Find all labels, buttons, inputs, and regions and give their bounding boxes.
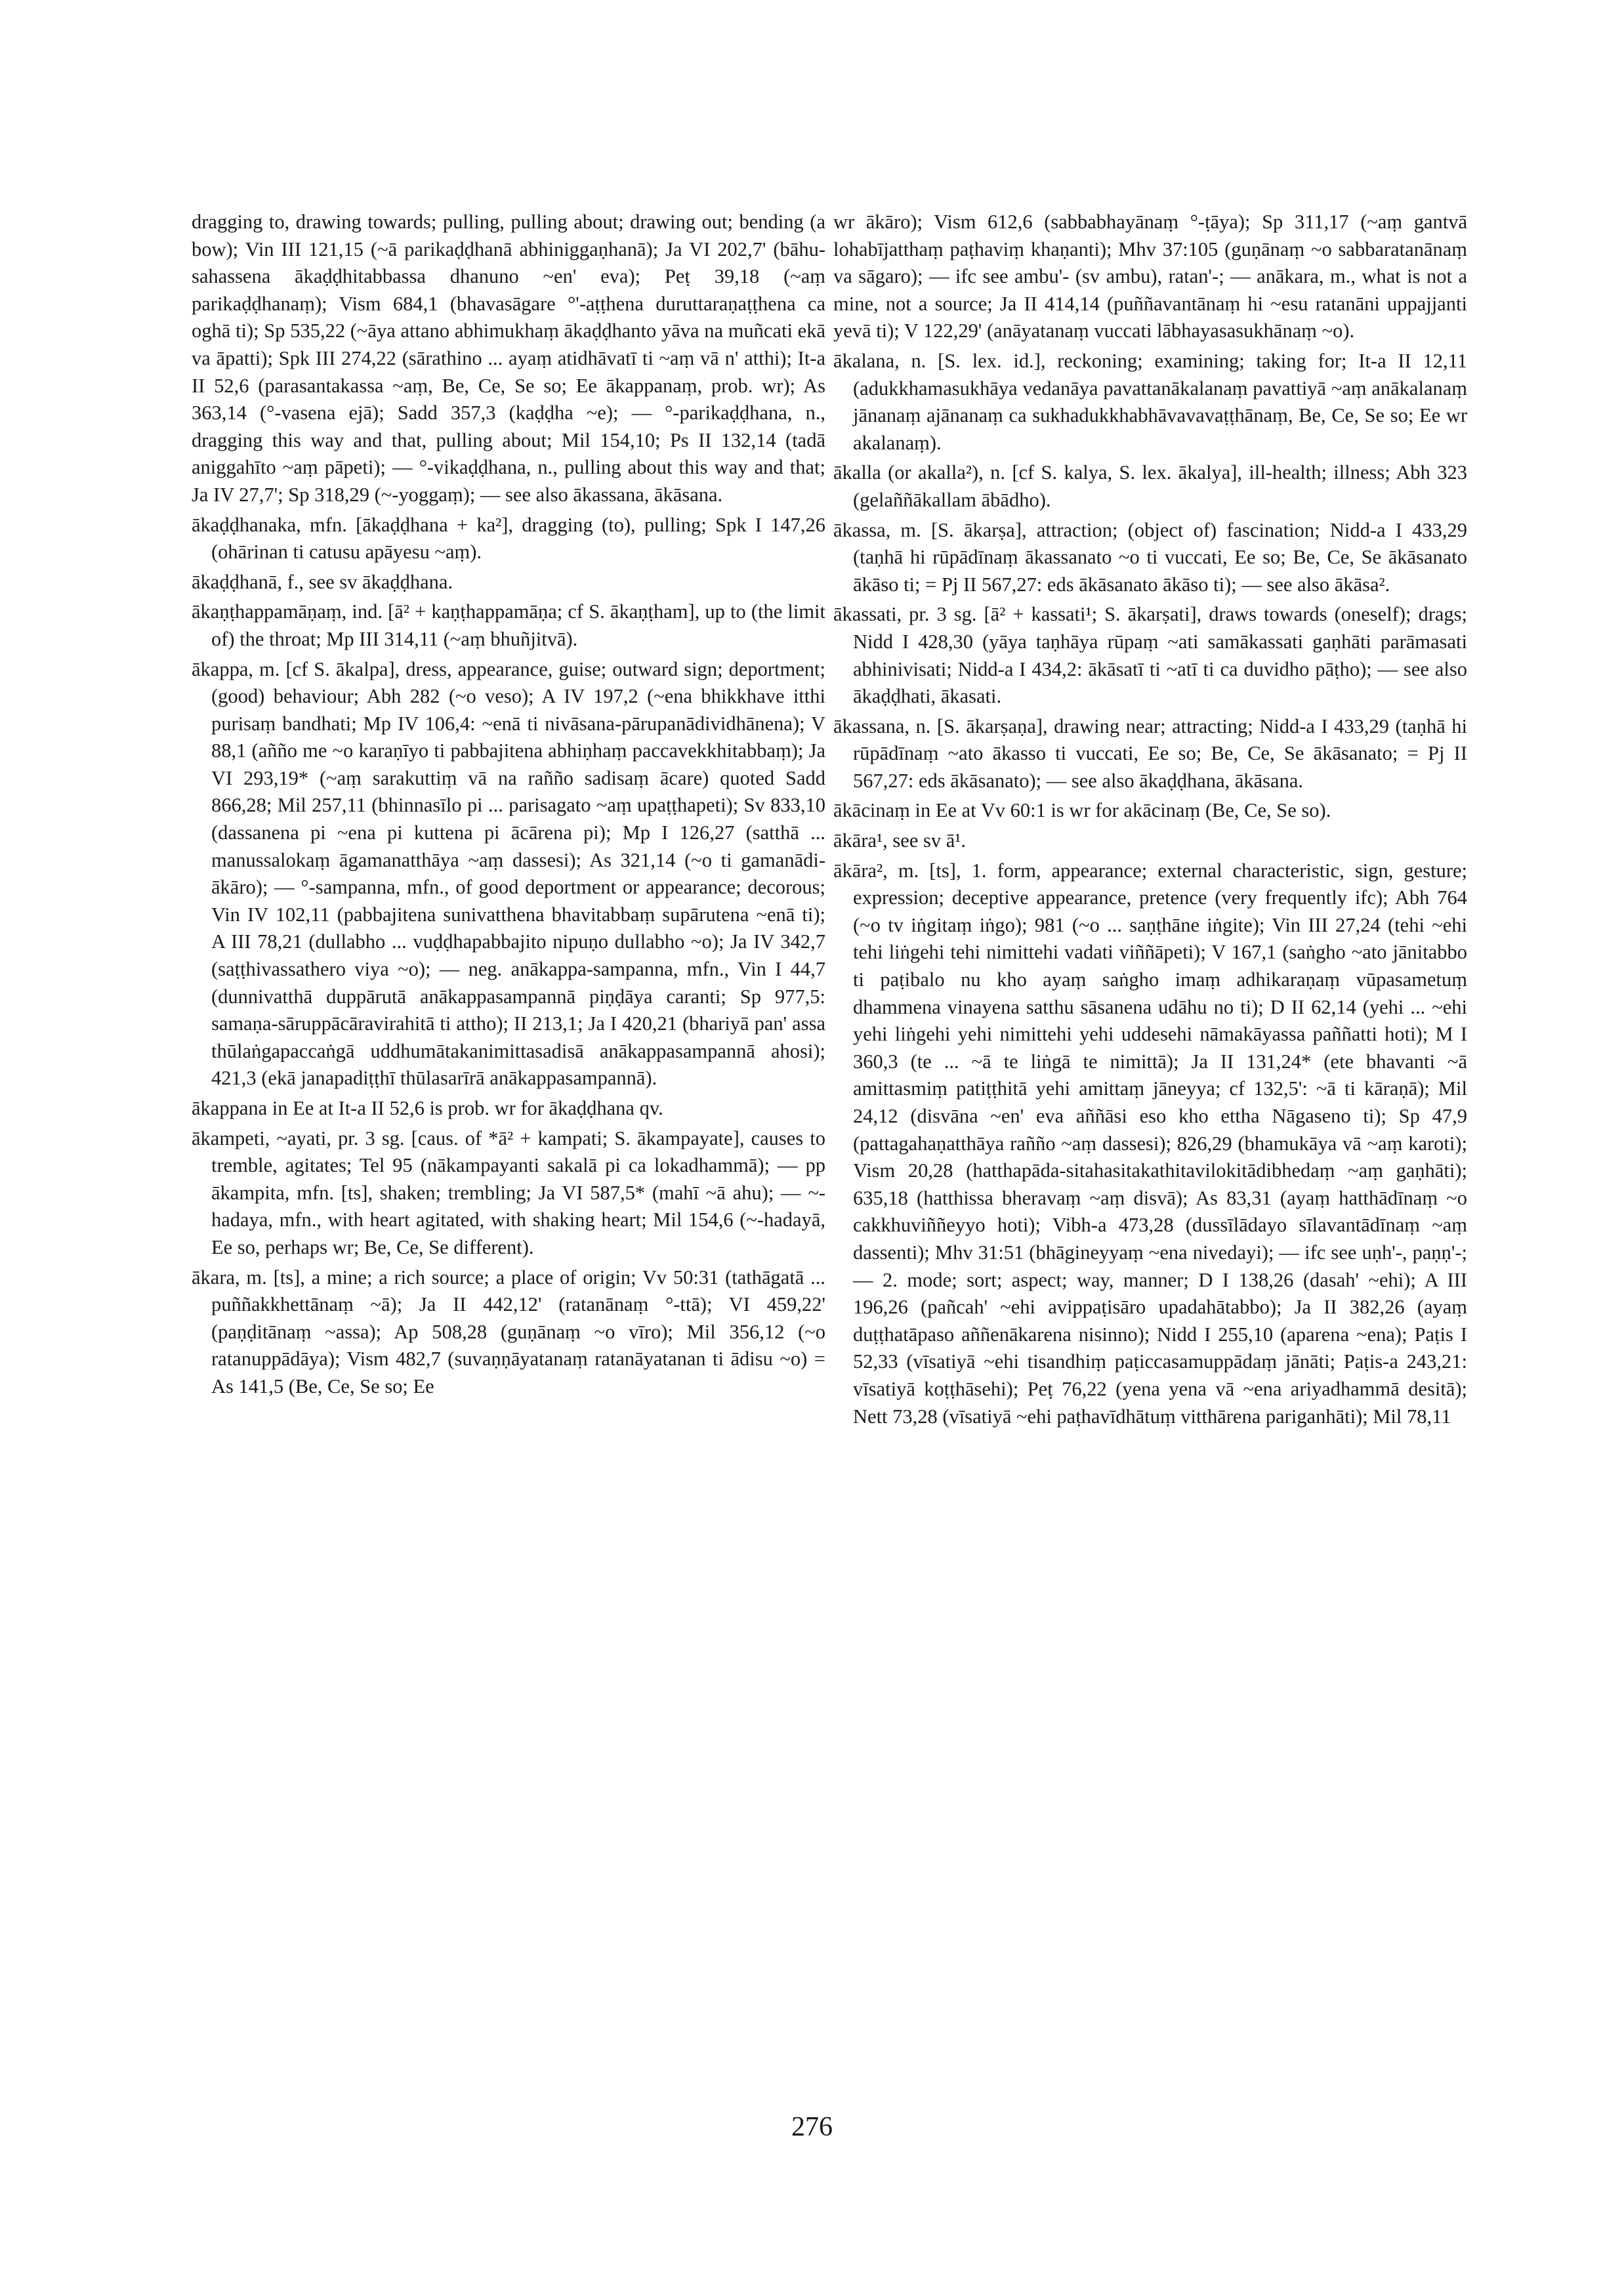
entry-akara-1: ākāra¹, see sv ā¹. bbox=[833, 829, 967, 852]
entry-akacinam: ākācinaṃ in Ee at Vv 60:1 is wr for akācinaṃ (Be, Ce, Se so). bbox=[833, 799, 1331, 822]
entry-akassati: ākassati, pr. 3 sg. [ā² + kassati¹; S. ākarṣati], draws towards (oneself); drags; Nidd I 428,30 (yāya taṇhāya rūpaṃ ~ati samākassati gaṇhāti parāmasati abhinivisati; Nidd-a I 434,2: ākāsatī ti ~atī ti ca duvidho pāṭho); — see also ākaḍḍhati, ākasati. bbox=[833, 603, 1467, 708]
entry-continuation: dragging to, drawing towards; pulling, pulling about; drawing out; bending (a bow); Vin III 121,15 (~ā parikaḍḍhanā abhiniggaṇhanā); Ja VI 202,7' (bāhu-sahassena ākaḍḍhitabbassa dhanuno ~en' eva); Peṭ 39,18 (~aṃ parikaḍḍhanaṃ); Vism 684,1 (bhavasāgare °'-aṭṭhena duruttaraṇaṭṭhena ca oghā ti); Sp 535,22 (~āya attano abhimukhaṃ ākaḍḍhanto yāva na muñcati ekā va āpatti); Spk III 274,22 (sārathino ... ayaṃ atidhāvatī ti ~aṃ vā n' atthi); It-a II 52,6 (parasantakassa ~aṃ, Be, Ce, Se so; Ee ākappanaṃ, prob. wr); As 363,14 (°-vasena ejā); Sadd 357,3 (kaḍḍha ~e); — °-parikaḍḍhana, n., dragging this way and that, pulling about; Mil 154,10; Ps II 132,14 (tadā aniggahīto ~aṃ pāpeti); — °-vikaḍḍhana, n., pulling about this way and that; Ja IV 27,7'; Sp 318,29 (~-yoggaṃ); — see also ākassana, ākāsana. bbox=[192, 211, 825, 506]
left-column bbox=[192, 209, 825, 1403]
entry-akappa: ākappa, m. [cf S. ākalpa], dress, appearance, guise; outward sign; deportment; (good) behaviour; Abh 282 (~o veso); A IV 197,2 (~ena bhikkhave itthi purisaṃ bandhati; Mp IV 106,4: ~enā ti nivāsana-pārupanādividhānena); V 88,1 (añño me ~o karaṇīyo ti pabbajitena abhiṇhaṃ paccavekkhitabbaṃ); Ja VI 293,19* (~aṃ sarakuttiṃ vā na rañño sadisaṃ ācare) quoted Sadd 866,28; Mil 257,11 (bhinnasīlo pi ... parisagato ~aṃ upaṭṭhapeti); Sv 833,10 (dassanena pi ~ena pi kuttena pi ācārena pi); Mp I 126,27 (satthā ... manussalokaṃ āgamanatthāya ~aṃ dassesi); As 321,14 (~o ti gamanādi-ākāro); — °-sampanna, mfn., of good deportment or appearance; decorous; Vin IV 102,11 (pabbajitena sunivatthena bhavitabbaṃ supārutena ~enā ti); A III 78,21 (dullabho ... vuḍḍhapabbajito nipuṇo dullabho ~o); Ja IV 342,7 (saṭṭhivassathero viya ~o); — neg. anākappa-sampanna, mfn., Vin I 44,7 (dunnivatthā duppārutā anākappasampannā piṇḍāya caranti; Sp 977,5: samaṇa-sāruppācāravirahitā ti attho); II 213,1; Ja I 420,21 (bhariyā pan' assa thūlaṅgapaccaṅgā uddhumātakanimittasadisā anākappasampannā ahosi); 421,3 (ekā janapadiṭṭhī thūlasarīrā anākappasampannā). bbox=[192, 657, 825, 1090]
entry-akanthappamanam: ākaṇṭhappamāṇaṃ, ind. [ā² + kaṇṭhappamāṇa; cf S. ākaṇṭham], up to (the limit of) the throat; Mp III 314,11 (~aṃ bhuñjitvā). bbox=[192, 600, 825, 650]
entry-akassana: ākassana, n. [S. ākarṣaṇa], drawing near; attracting; Nidd-a I 433,29 (taṇhā hi rūpādīnaṃ ~ato ākasso ti vuccati, Ee so; Be, Ce, Se ākāsanato; = Pj II 567,27: eds ākāsanato); — see also ākaḍḍhana, ākāsana. bbox=[833, 714, 1467, 792]
entry-akalla: ākalla (or akalla²), n. [cf S. kalya, S. lex. ākalya], ill-health; illness; Abh 323 (gelaññākallam ābādho). bbox=[833, 461, 1467, 511]
right-column bbox=[833, 209, 1467, 1433]
entry-akara-2: ākāra², m. [ts], 1. form, appearance; external characteristic, sign, gesture; expression; deceptive appearance, pretence (very frequently ifc); Abh 764 (~o tv iṅgitaṃ iṅgo); 981 (~o ... saṇṭhāne iṅgite); Vin III 27,24 (tehi ~ehi tehi liṅgehi tehi nimittehi vadati viññāpeti); V 167,1 (saṅgho ~ato jānitabbo ti paṭibalo nu kho ayaṃ saṅgho imaṃ adhikaraṇaṃ vūpasametuṃ dhammena vinayena satthu sāsanena udāhu no ti); D II 62,14 (yehi ... ~ehi yehi liṅgehi yehi nimittehi yehi uddesehi nāmakāyassa paññatti hoti); M I 360,3 (te ... ~ā te liṅgā te nimittā); Ja II 131,24* (ete bhavanti ~ā amittasmiṃ patiṭṭhitā yehi amittaṃ jāneyya; cf 132,5': ~ā ti kāraṇā); Mil 24,12 (disvāna ~en' eva aññāsi eso kho ettha Nāgaseno ti); Sp 47,9 (pattagahaṇatthāya rañño ~aṃ dassesi); 826,29 (bhamukāya vā ~aṃ karoti); Vism 20,28 (hatthapāda-sitahasitakathitavilokitādibhedaṃ ~aṃ gaṇhāti); 635,18 (hatthissa bheravaṃ ~aṃ disvā); As 83,31 (ayaṃ hatthādīnaṃ ~o cakkhuviññeyyo hoti); Vibh-a 473,28 (dussīlādayo sīlavantādīnaṃ ~aṃ dassenti); Mhv 31:51 (bhāgineyyaṃ ~ena nivedayi); — ifc see uṇh'-, paṇṇ'-; — 2. mode; sort; aspect; way, manner; D I 138,26 (dasah' ~ehi); A III 196,26 (pañcah' ~ehi avippaṭisāro upadahātabbo); Ja II 382,26 (ayaṃ duṭṭhatāpaso aññenākarena nisinno); Nidd I 255,10 (aparena ~ena); Paṭis I 52,33 (vīsatiyā ~ehi tisandhiṃ paṭiccasamuppādaṃ jānāti; Paṭis-a 243,21: vīsatiyā koṭṭhāsehi); Peṭ 76,22 (yena yena vā ~ena ariyadhammā desitā); Nett 73,28 (vīsatiyā ~ehi paṭhavīdhātuṃ vitthārena pariganhāti); Mil 78,11 bbox=[833, 859, 1467, 1428]
entry-akalana: ākalana, n. [S. lex. id.], reckoning; examining; taking for; It-a II 12,11 (adukkhamasukhāya vedanāya pavattanākalanaṃ pavattiyā ~aṃ anākalanaṃ jānanaṃ ajānanaṃ ca sukhadukkhabhāvavavaṭṭhānaṃ, Be, Ce, Se so; Ee wr akalanaṃ). bbox=[833, 349, 1467, 454]
entry-akampeti: ākampeti, ~ayati, pr. 3 sg. [caus. of *ā² + kampati; S. ākampayate], causes to tremble, agitates; Tel 95 (nākampayanti sakalā pi ca lokadhammā); — pp ākampita, mfn. [ts], shaken; trembling; Ja VI 587,5* (mahī ~ā ahu); — ~-hadaya, mfn., with heart agitated, with shaking heart; Mil 154,6 (~-hadayā, Ee so, perhaps wr; Be, Ce, Se different). bbox=[192, 1127, 825, 1258]
entry-akappana: ākappana in Ee at It-a II 52,6 is prob. wr for ākaḍḍhana qv. bbox=[192, 1097, 663, 1119]
entry-akassa: ākassa, m. [S. ākarṣa], attraction; (object of) fascination; Nidd-a I 433,29 (taṇhā hi rūpādīnaṃ ākassanato ~o ti vuccati, Ee so; Be, Ce, Se ākāsanato ākāso ti; = Pj II 567,27: eds ākāsanato ākāso ti); — see also ākāsa². bbox=[833, 518, 1467, 596]
entry-akaddhanaka: ākaḍḍhanaka, mfn. [ākaḍḍhana + ka²], dragging (to), pulling; Spk I 147,26 (ohārinan ti catusu apāyesu ~aṃ). bbox=[192, 513, 825, 564]
entry-akara: ākara, m. [ts], a mine; a rich source; a place of origin; Vv 50:31 (tathāgatā ... puññakkhettānaṃ ~ā); Ja II 442,12' (ratanānaṃ °-ttā); VI 459,22' (paṇḍitānaṃ ~assa); Ap 508,28 (guṇānaṃ ~o vīro); Mil 356,12 (~o ratanuppādāya); Vism 482,7 (suvaṇṇāyatanaṃ ratanāyatanan ti ādisu ~o) = As 141,5 (Be, Ce, Se so; Ee bbox=[192, 1266, 825, 1397]
page-number: 276 bbox=[791, 2112, 833, 2142]
entry-continuation: wr ākāro); Vism 612,6 (sabbabhayānaṃ °-ṭāya); Sp 311,17 (~aṃ gantvā lohabījatthaṃ paṭhaviṃ khaṇanti); Mhv 37:105 (guṇānaṃ ~o sabbaratanānaṃ va sāgaro); — ifc see ambu'- (sv ambu), ratan'-; — anākara, m., what is not a mine, not a source; Ja II 414,14 (puññavantānaṃ hi ~esu ratanāni uppajjanti yevā ti); V 122,29' (anāyatanaṃ vuccati lābhayasasukhānaṃ ~o). bbox=[833, 211, 1467, 342]
entry-akaddhana-f: ākaḍḍhanā, f., see sv ākaḍḍhana. bbox=[192, 570, 453, 593]
